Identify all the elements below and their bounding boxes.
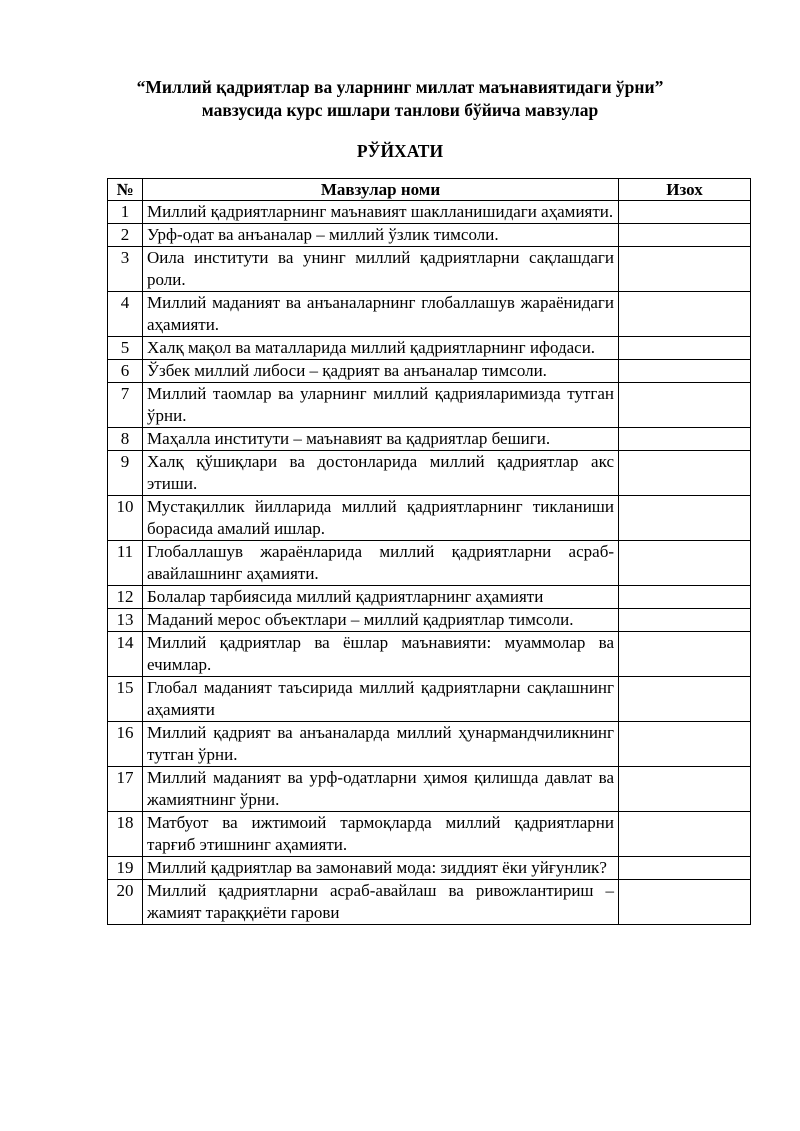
row-number: 2 — [108, 224, 143, 247]
row-number: 11 — [108, 541, 143, 586]
row-note — [619, 722, 751, 767]
table-row — [108, 586, 751, 609]
row-note — [619, 201, 751, 224]
table-row — [108, 383, 751, 428]
row-note — [619, 677, 751, 722]
row-number: 20 — [108, 880, 143, 925]
row-topic-title: Миллий маданият ва анъаналарнинг глобаллашув жараёнидаги аҳамияти. — [143, 292, 619, 337]
header-note: Изох — [619, 179, 751, 201]
table-row — [108, 722, 751, 767]
row-number: 3 — [108, 247, 143, 292]
row-note — [619, 767, 751, 812]
row-note — [619, 451, 751, 496]
row-topic-title: Оила институти ва унинг миллий қадриятларни сақлашдаги роли. — [143, 247, 619, 292]
row-note — [619, 880, 751, 925]
row-number: 4 — [108, 292, 143, 337]
topics-table — [107, 178, 751, 925]
row-topic-title: Миллий таомлар ва уларнинг миллий қадрияларимизда тутган ўрни. — [143, 383, 619, 428]
row-number: 13 — [108, 609, 143, 632]
table-row — [108, 201, 751, 224]
table-row — [108, 360, 751, 383]
table-row — [108, 451, 751, 496]
row-note — [619, 857, 751, 880]
row-topic-title: Халқ мақол ва маталларида миллий қадриятларнинг ифодаси. — [143, 337, 619, 360]
row-note — [619, 292, 751, 337]
row-note — [619, 541, 751, 586]
table-row — [108, 609, 751, 632]
row-number: 6 — [108, 360, 143, 383]
row-topic-title: Миллий қадриятлар ва ёшлар маънавияти: муаммолар ва ечимлар. — [143, 632, 619, 677]
row-note — [619, 383, 751, 428]
row-topic-title: Мустақиллик йилларида миллий қадриятларнинг тикланиши борасида амалий ишлар. — [143, 496, 619, 541]
row-number: 16 — [108, 722, 143, 767]
row-note — [619, 360, 751, 383]
title-line-2: мавзусида курс ишлари танлови бўйича мавзулар — [201, 100, 599, 120]
table-row — [108, 224, 751, 247]
row-number: 19 — [108, 857, 143, 880]
row-topic-title: Миллий қадриятлар ва замонавий мода: зиддият ёки уйғунлик? — [143, 857, 619, 880]
row-topic-title: Ўзбек миллий либоси – қадрият ва анъаналар тимсоли. — [143, 360, 619, 383]
table-row — [108, 812, 751, 857]
row-number: 9 — [108, 451, 143, 496]
row-number: 18 — [108, 812, 143, 857]
row-note — [619, 609, 751, 632]
row-note — [619, 224, 751, 247]
header-topic-title: Мавзулар номи — [143, 179, 619, 201]
table-row — [108, 496, 751, 541]
row-topic-title: Маҳалла институти – маънавият ва қадриятлар бешиги. — [143, 428, 619, 451]
list-heading: РЎЙХАТИ — [356, 141, 444, 161]
row-topic-title: Глобаллашув жараёнларида миллий қадриятларни асраб-авайлашнинг аҳамияти. — [143, 541, 619, 586]
row-number: 1 — [108, 201, 143, 224]
row-number: 5 — [108, 337, 143, 360]
row-number: 15 — [108, 677, 143, 722]
row-topic-title: Урф-одат ва анъаналар – миллий ўзлик тимсоли. — [143, 224, 619, 247]
row-topic-title: Маданий мерос объектлари – миллий қадриятлар тимсоли. — [143, 609, 619, 632]
row-note — [619, 337, 751, 360]
row-topic-title: Миллий қадриятларнинг маънавият шаклланишидаги аҳамияти. — [143, 201, 619, 224]
row-topic-title: Миллий маданият ва урф-одатларни ҳимоя қилишда давлат ва жамиятнинг ўрни. — [143, 767, 619, 812]
row-topic-title: Болалар тарбиясида миллий қадриятларнинг аҳамияти — [143, 586, 619, 609]
table-row — [108, 247, 751, 292]
row-number: 7 — [108, 383, 143, 428]
row-note — [619, 428, 751, 451]
row-topic-title: Миллий қадрият ва анъаналарда миллий ҳунармандчиликнинг тутган ўрни. — [143, 722, 619, 767]
row-topic-title: Миллий қадриятларни асраб-авайлаш ва ривожлантириш – жамият тараққиёти гарови — [143, 880, 619, 925]
table-header-row — [108, 179, 751, 201]
row-number: 14 — [108, 632, 143, 677]
table-row — [108, 292, 751, 337]
row-number: 17 — [108, 767, 143, 812]
row-number: 8 — [108, 428, 143, 451]
row-note — [619, 812, 751, 857]
row-note — [619, 586, 751, 609]
table-row — [108, 767, 751, 812]
table-row — [108, 632, 751, 677]
row-topic-title: Халқ қўшиқлари ва достонларида миллий қадриятлар акс этиши. — [143, 451, 619, 496]
row-number: 12 — [108, 586, 143, 609]
table-row — [108, 337, 751, 360]
row-note — [619, 496, 751, 541]
row-topic-title: Матбуот ва ижтимоий тармоқларда миллий қадриятларни тарғиб этишнинг аҳамияти. — [143, 812, 619, 857]
table-row — [108, 677, 751, 722]
table-row — [108, 428, 751, 451]
row-note — [619, 632, 751, 677]
table-row — [108, 857, 751, 880]
title-line-1: “Миллий қадриятлар ва уларнинг миллат маънавиятидаги ўрни” — [136, 77, 664, 97]
table-row — [108, 880, 751, 925]
row-note — [619, 247, 751, 292]
table-row — [108, 541, 751, 586]
document-title — [0, 76, 800, 122]
row-topic-title: Глобал маданият таъсирида миллий қадриятларни сақлашнинг аҳамияти — [143, 677, 619, 722]
header-number: № — [108, 179, 143, 201]
row-number: 10 — [108, 496, 143, 541]
